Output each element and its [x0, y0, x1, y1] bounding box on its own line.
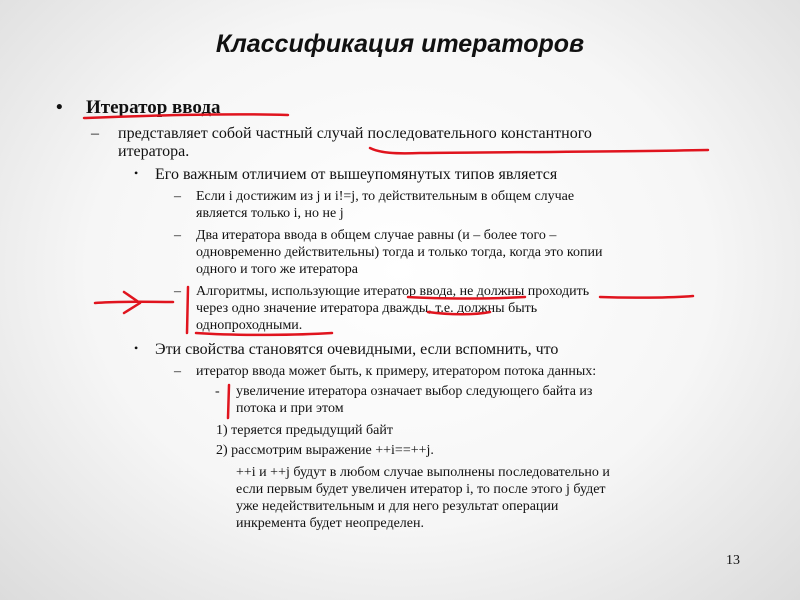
- slide-title: Классификация итераторов: [215, 30, 585, 58]
- small-dash-marker: -: [215, 384, 220, 399]
- text-line: уже недействительным и для него результат операции: [236, 499, 559, 514]
- dash-marker: –: [174, 284, 181, 299]
- text-line: итератора.: [118, 143, 190, 160]
- bracket-increment: [228, 385, 229, 418]
- text-line: одного и того же итератора: [196, 262, 358, 277]
- dash-marker: –: [91, 125, 99, 142]
- heading-input-iterator: Итератор ввода: [86, 97, 221, 118]
- underline-must-not-pass: [600, 296, 693, 298]
- arrow-shaft: [95, 302, 173, 303]
- text-line: однопроходными.: [196, 318, 303, 333]
- underline-special-case: [370, 148, 708, 153]
- text-line: Если i достижим из j и i!=j, то действительным в общем случае: [196, 189, 575, 204]
- text-line: инкремента будет неопределен.: [236, 516, 424, 531]
- text-line: представляет собой частный случай последовательного константного: [118, 125, 592, 142]
- text-line: если первым будет увеличен итератор i, то после этого j будет: [236, 482, 606, 497]
- text-line: Его важным отличием от вышеупомянутых типов является: [155, 166, 558, 183]
- dash-marker: –: [174, 228, 181, 243]
- text-line: ++i и ++j будут в любом случае выполнены последовательно и: [236, 465, 610, 480]
- numbered-line: 2) рассмотрим выражение ++i==++j.: [216, 443, 434, 458]
- text-line: через одно значение итератора дважды, т.е. должны быть: [196, 301, 538, 316]
- text-line: Два итератора ввода в общем случае равны (и – более того –: [196, 228, 557, 243]
- text-line: Алгоритмы, использующие итератор ввода, не должны проходить: [196, 284, 590, 299]
- text-line: одновременно действительны) тогда и только тогда, когда это копии: [196, 245, 603, 260]
- bullet-marker: •: [56, 97, 63, 118]
- arrow-head: [124, 292, 140, 313]
- dash-marker: –: [174, 364, 181, 379]
- bullet-marker: •: [134, 341, 139, 355]
- bracket-algorithms: [187, 287, 188, 333]
- dash-marker: –: [174, 189, 181, 204]
- text-line: является только i, но не j: [196, 206, 344, 221]
- bullet-marker: •: [134, 166, 139, 180]
- numbered-line: 1) теряется предыдущий байт: [216, 423, 393, 438]
- text-line: увеличение итератора означает выбор следующего байта из: [236, 384, 593, 399]
- text-line: итератор ввода может быть, к примеру, итератором потока данных:: [196, 364, 597, 379]
- text-line: потока и при этом: [236, 401, 344, 416]
- text-line: Эти свойства становятся очевидными, если вспомнить, что: [155, 341, 559, 358]
- page-number: 13: [726, 553, 740, 568]
